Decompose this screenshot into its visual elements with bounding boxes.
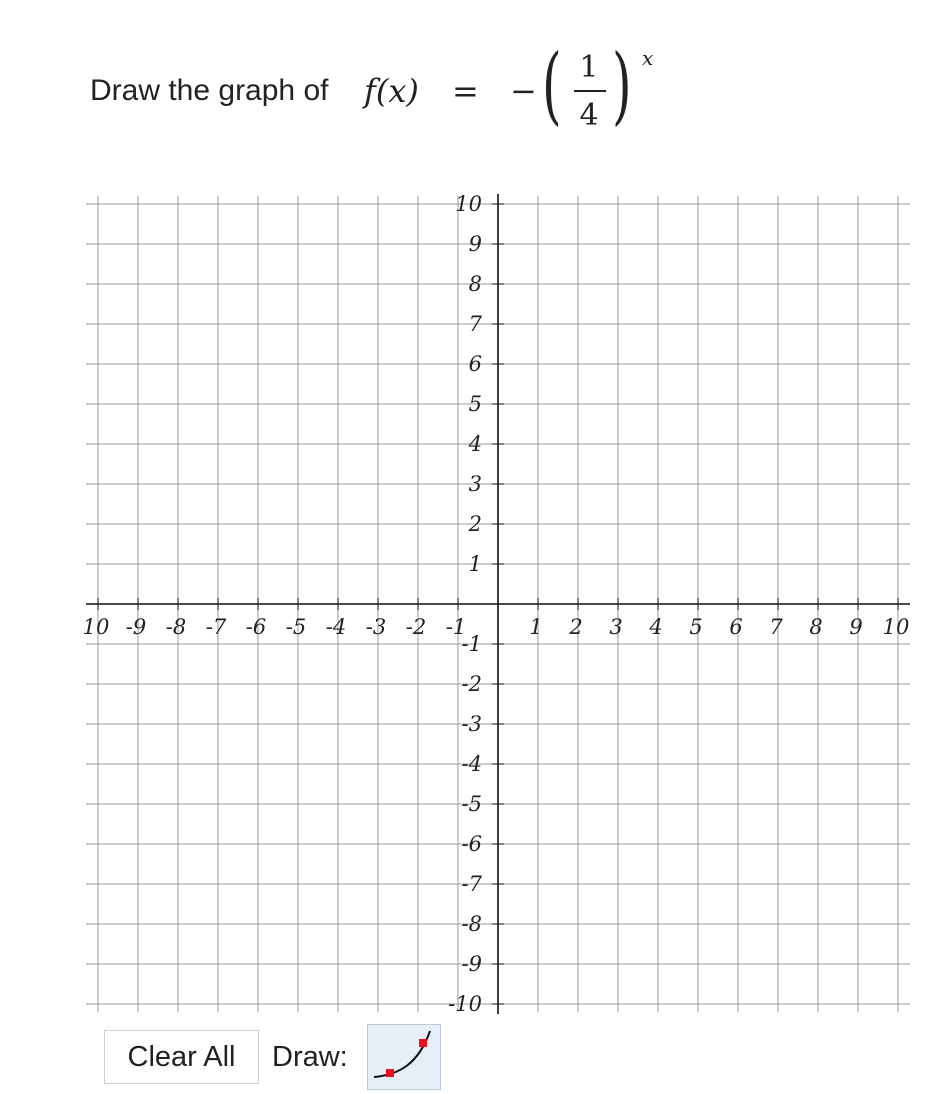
x-tick-label: -5 <box>285 615 307 639</box>
x-tick-label: -4 <box>325 615 347 639</box>
y-tick-label: -7 <box>461 872 482 896</box>
base-denominator: 4 <box>579 98 599 133</box>
y-tick-label: -1 <box>461 632 482 656</box>
y-tick-label: 10 <box>455 192 482 216</box>
y-tick-label: 8 <box>468 272 482 296</box>
x-tick-label: 1 <box>529 615 543 639</box>
x-tick-label: -7 <box>205 615 227 639</box>
y-tick-label: 1 <box>468 552 482 576</box>
negative-sign: − <box>510 72 537 110</box>
exponent: x <box>642 46 654 70</box>
clear-all-button[interactable]: Clear All <box>104 1030 259 1084</box>
y-tick-label: -2 <box>461 672 482 696</box>
x-tick-label: 8 <box>809 615 823 639</box>
y-tick-label: 3 <box>468 472 482 496</box>
tool-point-1 <box>386 1069 394 1077</box>
left-paren: ( <box>542 36 562 134</box>
x-tick-label: 6 <box>729 615 743 639</box>
x-tick-label: 5 <box>689 615 703 639</box>
exponential-curve-icon <box>368 1025 440 1089</box>
x-tick-label: 3 <box>609 615 623 639</box>
x-tick-label: -6 <box>245 615 267 639</box>
x-tick-label: 10 <box>82 615 110 639</box>
equals-sign: = <box>452 72 479 110</box>
exponential-tool-button[interactable] <box>367 1024 441 1090</box>
y-tick-label: 6 <box>468 352 482 376</box>
x-tick-label: 9 <box>849 615 863 639</box>
x-tick-label: -1 <box>445 615 467 639</box>
draw-label: Draw: <box>272 1041 348 1073</box>
y-tick-label: -10 <box>448 992 482 1016</box>
y-tick-label: -5 <box>461 792 482 816</box>
x-tick-label: -8 <box>165 615 187 639</box>
y-tick-label: -3 <box>461 712 482 736</box>
base-numerator: 1 <box>579 50 599 85</box>
tool-point-2 <box>419 1039 427 1047</box>
y-tick-label: 9 <box>468 232 482 256</box>
x-tick-label: 4 <box>649 615 663 639</box>
x-tick-label: 2 <box>569 615 583 639</box>
x-tick-label: 7 <box>769 615 783 639</box>
y-tick-label: 4 <box>468 432 482 456</box>
y-tick-label: 5 <box>468 392 482 416</box>
x-tick-label: -9 <box>125 615 147 639</box>
right-paren: ) <box>612 36 632 134</box>
x-tick-label: -2 <box>405 615 427 639</box>
y-tick-label: -6 <box>461 832 482 856</box>
function-name: f(x) <box>364 72 419 110</box>
y-tick-label: -4 <box>461 752 482 776</box>
x-tick-label: 10 <box>882 615 910 639</box>
y-tick-label: -9 <box>461 952 482 976</box>
y-tick-label: 7 <box>468 312 482 336</box>
y-tick-label: -8 <box>461 912 482 936</box>
x-tick-label: -3 <box>365 615 387 639</box>
question-text: Draw the graph of <box>90 74 329 107</box>
y-tick-label: 2 <box>468 512 482 536</box>
